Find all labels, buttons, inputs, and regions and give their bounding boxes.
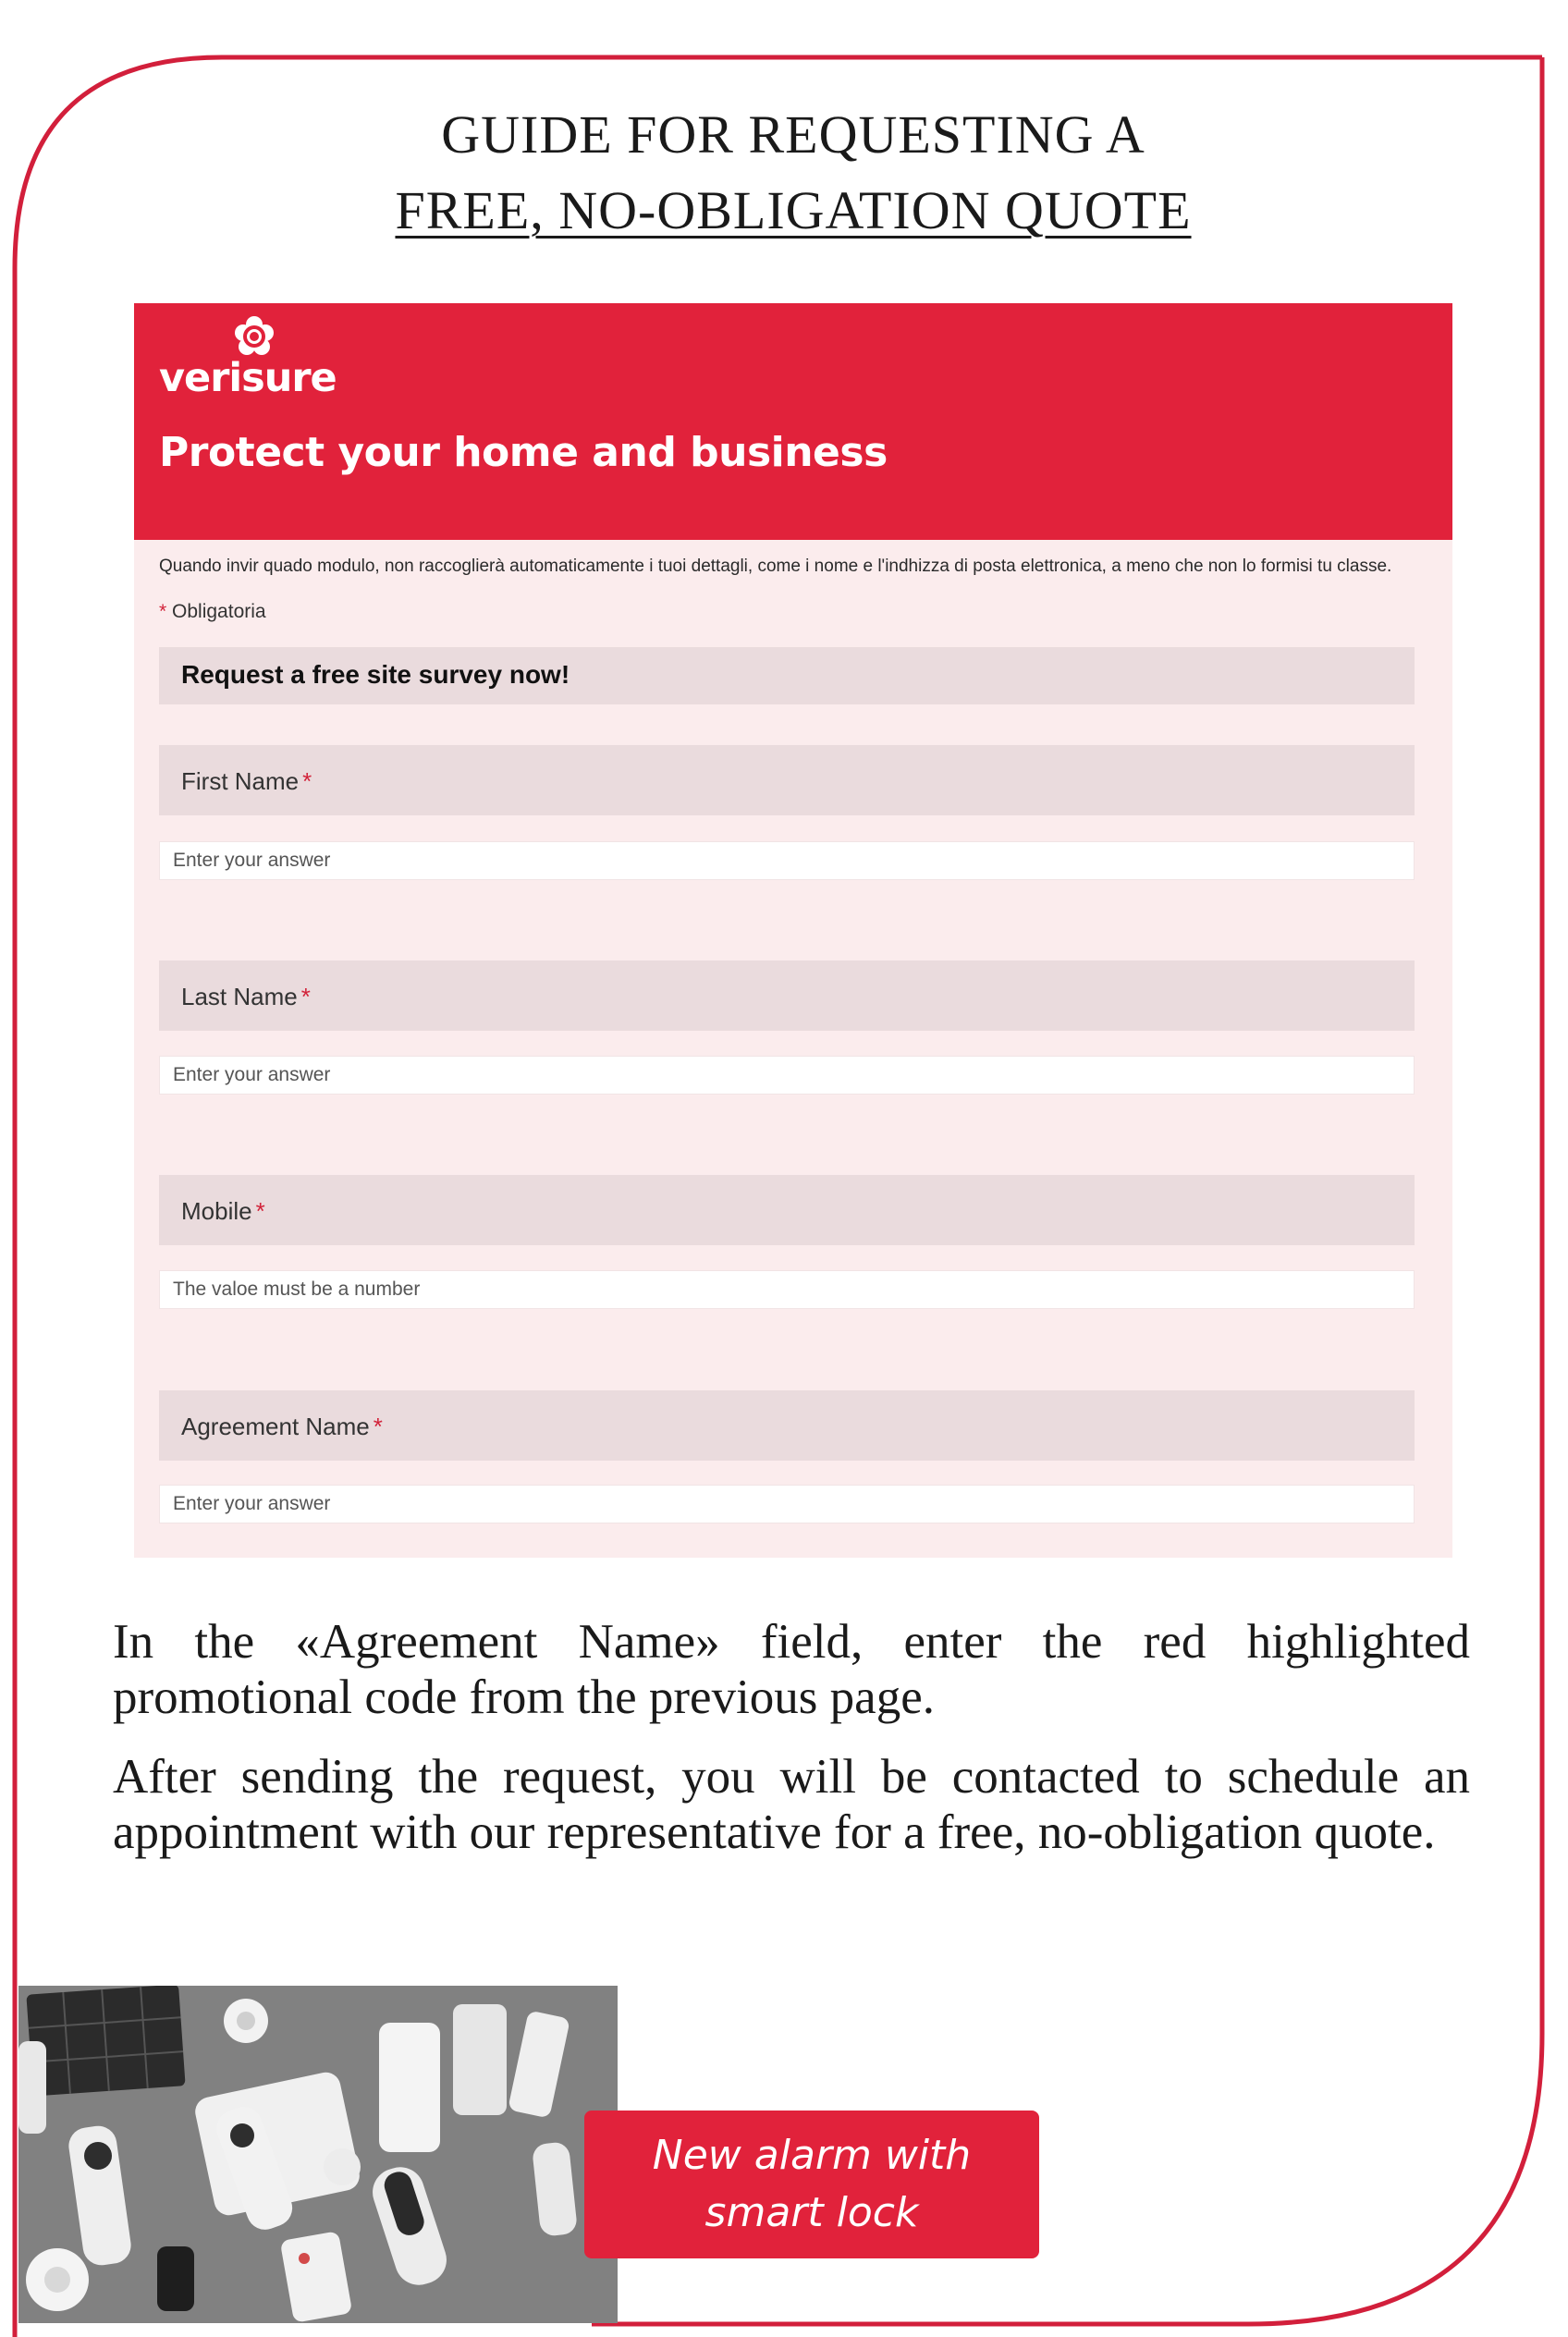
first-name-label <box>159 745 1415 815</box>
promo-banner <box>584 2111 1039 2258</box>
required-star: * <box>302 767 312 795</box>
instruction-paragraph-2: After sending the request, you will be contacted to schedule an appointment with our representative for a free, no-obligation quote. <box>113 1750 1470 1859</box>
last-name-input[interactable] <box>159 1056 1415 1095</box>
required-star: * <box>255 1197 265 1225</box>
required-legend <box>159 601 266 623</box>
required-star: * <box>373 1413 383 1440</box>
required-label: Obligatoria <box>172 601 266 622</box>
mobile-input[interactable] <box>159 1270 1415 1309</box>
agreement-name-label-text: Agreement Name <box>181 1413 370 1440</box>
agreement-name-input[interactable] <box>159 1485 1415 1523</box>
first-name-label-text: First Name <box>181 767 300 795</box>
required-star: * <box>159 601 167 622</box>
alarm-devices-photo <box>18 1986 618 2323</box>
guide-title-line2 <box>0 179 1568 241</box>
form-header-title: Protect your home and business <box>159 429 888 476</box>
privacy-note: Quando invir quado modulo, non raccoglierà automaticamente i tuoi dettagli, come i nome e l'indhizza di posta elettronica, a meno che non lo formisi tu classe. <box>159 557 1392 576</box>
quote-form-screenshot <box>134 303 1452 1558</box>
agreement-name-label <box>159 1390 1415 1461</box>
last-name-label-text: Last Name <box>181 983 298 1010</box>
verisure-wordmark: verisure <box>159 355 337 401</box>
mobile-label <box>159 1175 1415 1245</box>
last-name-label <box>159 960 1415 1031</box>
mobile-label-text: Mobile <box>181 1197 252 1225</box>
section-header <box>159 647 1415 704</box>
instruction-paragraph-1: In the «Agreement Name» field, enter the red highlighted promotional code from the previous page. <box>113 1615 1470 1724</box>
first-name-input[interactable] <box>159 841 1415 880</box>
promo-line-2: smart lock <box>704 2189 919 2236</box>
required-star: * <box>300 983 311 1010</box>
section-title: Request a free site survey now! <box>181 660 570 689</box>
promo-line-1: New alarm with <box>652 2132 972 2179</box>
form-header <box>134 303 1452 540</box>
guide-title-underlined: FREE, NO-OBLIGATION QUOTE <box>395 180 1192 240</box>
guide-title-line1: GUIDE FOR REQUESTING A <box>441 104 1145 165</box>
